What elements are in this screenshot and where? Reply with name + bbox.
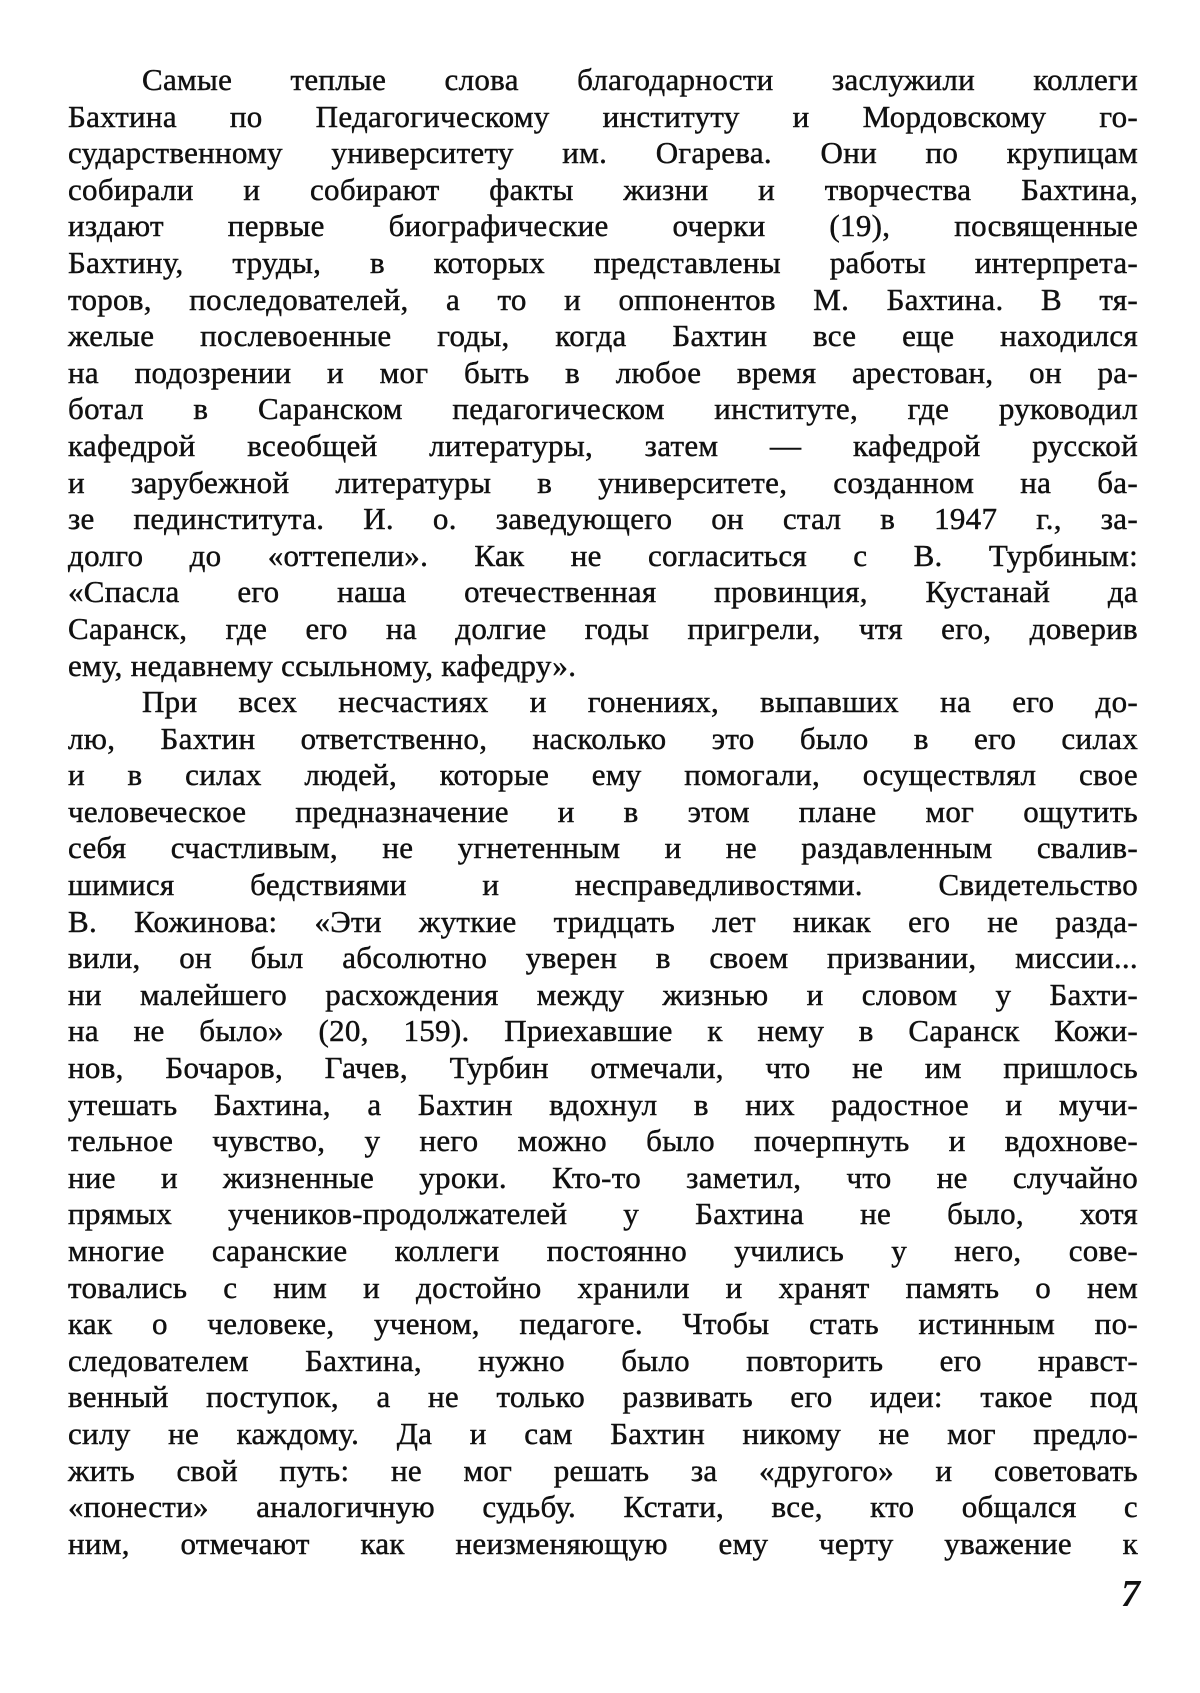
text-line: При всех несчастиях и гонениях, выпавших на его до- [142, 684, 1138, 720]
text-line: Бахтина по Педагогическому институту и Мордовскому го- [68, 98, 1138, 134]
text-line: торов, последователей, а то и оппонентов М. Бахтина. В тя- [68, 281, 1138, 317]
text-line: ние и жизненные уроки. Кто-то заметил, что не случайно [68, 1159, 1138, 1195]
text-line: «понести» аналогичную судьбу. Кстати, все, кто общался с [68, 1489, 1138, 1525]
text-line: человеческое предназначение и в этом плане мог ощутить [68, 793, 1138, 829]
text-line: как о человеке, ученом, педагоге. Чтобы стать истинным по- [68, 1306, 1138, 1342]
text-line: шимися бедствиями и несправедливостями. Свидетельство [68, 867, 1138, 903]
text-line: Бахтину, труды, в которых представлены работы интерпрета- [68, 244, 1138, 280]
text-line: издают первые биографические очерки (19), посвященные [68, 208, 1138, 244]
page-number: 7 [1121, 1573, 1140, 1615]
text-line: собирали и собирают факты жизни и творчества Бахтина, [68, 171, 1138, 207]
text-line: зе пединститута. И. о. заведующего он стал в 1947 г., за- [68, 501, 1138, 537]
text-line: многие саранские коллеги постоянно учились у него, сове- [68, 1233, 1138, 1268]
text-line: ни малейшего расхождения между жизнью и словом у Бахти- [68, 976, 1138, 1012]
text-line: долго до «оттепели». Как не согласиться с В. Турбиным: [68, 537, 1138, 573]
text-line: желые послевоенные годы, когда Бахтин все еще находился [68, 318, 1138, 354]
text-line: В. Кожинова: «Эти жуткие тридцать лет никак его не разда- [68, 903, 1138, 939]
text-line: венный поступок, а не только развивать его идеи: такое под [68, 1379, 1138, 1415]
text-line: и зарубежной литературы в университете, созданном на ба- [68, 464, 1138, 500]
body-text [68, 62, 1138, 1562]
text-line: ним, отмечают как неизменяющую ему черту уважение к [68, 1525, 1138, 1561]
text-line: вили, он был абсолютно уверен в своем призвании, миссии... [68, 940, 1138, 976]
text-line: нов, Бочаров, Гачев, Турбин отмечали, что не им пришлось [68, 1050, 1138, 1086]
text-line: прямых учеников-продолжателей у Бахтина не было, хотя [68, 1196, 1138, 1232]
text-line: Самые теплые слова благодарности заслужили коллеги [142, 62, 1138, 97]
text-line: себя счастливым, не угнетенным и не раздавленным свалив- [68, 830, 1138, 866]
text-line: следователем Бахтина, нужно было повторить его нравст- [68, 1342, 1138, 1378]
text-line: на не было» (20, 159). Приехавшие к нему в Саранск Кожи- [68, 1013, 1138, 1049]
text-line: товались с ним и достойно хранили и хранят память о нем [68, 1269, 1138, 1305]
text-line: «Спасла его наша отечественная провинция, Кустанай да [68, 574, 1138, 610]
text-line: силу не каждому. Да и сам Бахтин никому не мог предло- [68, 1415, 1138, 1451]
paragraph [68, 684, 1138, 1562]
text-line: тельное чувство, у него можно было почерпнуть и вдохнове- [68, 1123, 1138, 1159]
text-line: жить свой путь: не мог решать за «другого» и советовать [68, 1452, 1138, 1488]
text-line: сударственному университету им. Огарева. Они по крупицам [68, 135, 1138, 171]
text-line: на подозрении и мог быть в любое время арестован, он ра- [68, 354, 1138, 390]
text-line: кафедрой всеобщей литературы, затем — кафедрой русской [68, 427, 1138, 463]
text-line: и в силах людей, которые ему помогали, осуществлял свое [68, 757, 1138, 793]
text-line: ему, недавнему ссыльному, кафедру». [68, 647, 577, 683]
text-line: лю, Бахтин ответственно, насколько это было в его силах [68, 720, 1138, 756]
text-line: ботал в Саранском педагогическом институте, где руководил [68, 391, 1138, 427]
paragraph [68, 62, 1138, 684]
text-line: Саранск, где его на долгие годы пригрели, чтя его, доверив [68, 610, 1138, 646]
text-line: утешать Бахтина, а Бахтин вдохнул в них радостное и мучи- [68, 1086, 1138, 1122]
